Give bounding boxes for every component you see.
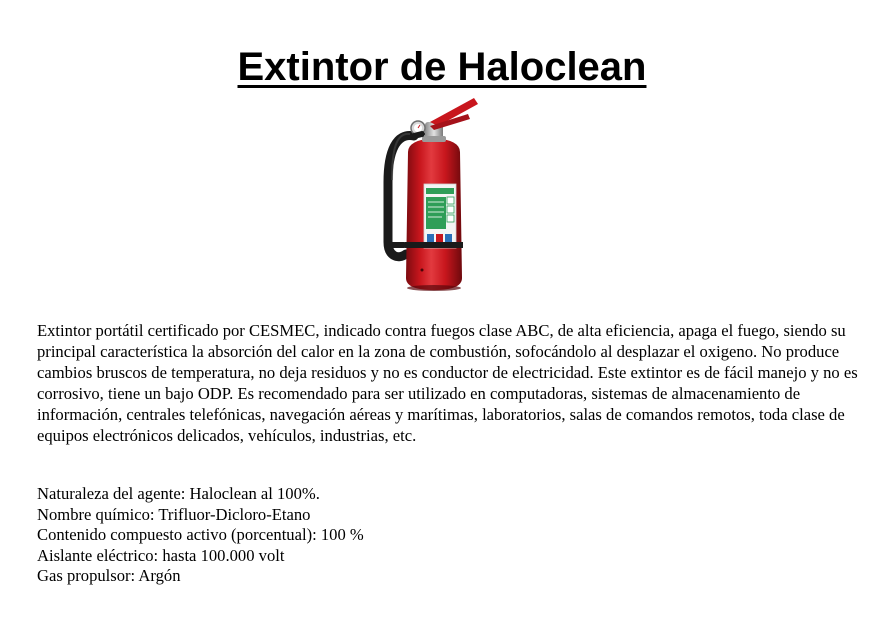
spec-item: Contenido compuesto activo (porcentual): 100 % (37, 525, 364, 544)
page-title (0, 41, 884, 93)
fire-extinguisher-icon (370, 92, 500, 297)
spec-item: Aislante eléctrico: hasta 100.000 volt (37, 545, 285, 565)
spec-list (37, 484, 867, 587)
spec-item: Gas propulsor: Argón (37, 566, 181, 585)
spec-item: Nombre químico: Trifluor-Dicloro-Etano (37, 504, 311, 524)
product-description: Extintor portátil certificado por CESMEC, indicado contra fuegos clase ABC, de alta eficiencia, apaga el fuego, siendo su principal característica la absorción del calor en la zona de combustión, sofocándolo al desplazar el oxigeno. No produce cambios bruscos de temperatura, no deja residuos y no es conductor de electricidad. Este extintor es de fácil manejo y no es corrosivo, tiene un bajo ODP. Es recomendado para ser utilizado en computadoras, sistemas de almacenamiento de información, centrales telefónicas, navegación aéreas y marítimas, laboratorios, salas de comandos remotos, toda clase de equipos electrónicos delicados, vehículos, industrias, etc. (37, 321, 858, 445)
spec-item: Naturaleza del agente: Haloclean al 100%. (37, 484, 320, 503)
page-title-text: Extintor de Haloclean (237, 44, 647, 89)
